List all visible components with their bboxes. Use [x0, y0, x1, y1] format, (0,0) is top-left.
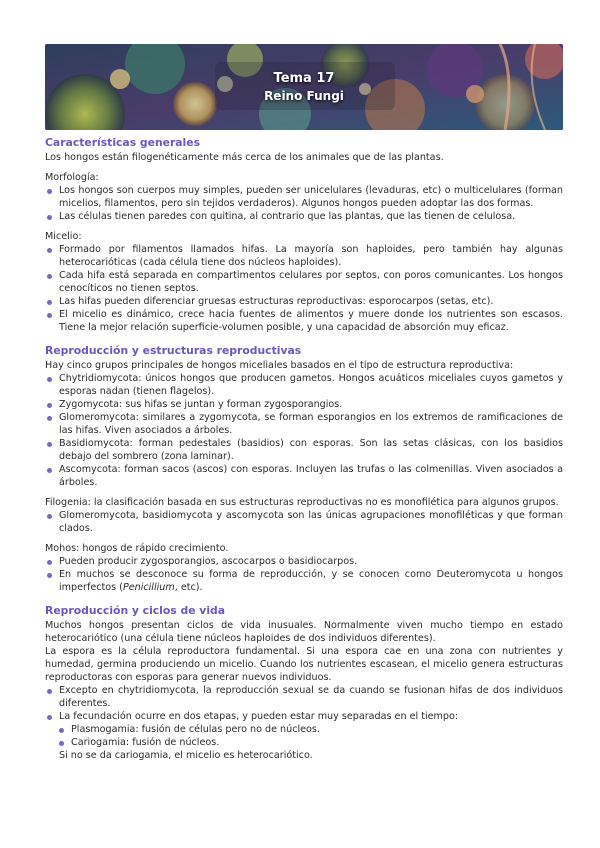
- filogenia-list: [45, 509, 563, 535]
- section-ciclos: [45, 604, 563, 762]
- list-item: Excepto en chytridiomycota, la reproducción sexual se da cuando se fusionan hifas de dos individuos diferentes.: [45, 684, 563, 710]
- paragraph: Los hongos están filogenéticamente más cerca de los animales que de las plantas.: [45, 152, 444, 163]
- species-name: Penicillium: [122, 582, 175, 593]
- list-item: Glomeromycota, basidiomycota y ascomycota son las únicas agrupaciones monofiléticas y que forman clados.: [45, 509, 563, 535]
- list-item: Ascomycota: forman sacos (ascos) con esporas. Incluyen las trufas o las colmenillas. Viven asociados a árboles.: [45, 463, 563, 489]
- page-title: Tema 17: [273, 71, 335, 86]
- list-item: Pueden producir zygosporangios, ascocarpos o basidiocarpos.: [45, 555, 563, 568]
- paragraph: La espora es la célula reproductora fundamental. Si una espora cae en una zona con nutrientes y humedad, germina produciendo un micelio. Cuando los nutrientes escasean, el micelio genera estructuras reproductoras con esporas para generar nuevos individuos.: [45, 646, 563, 683]
- document-body: [45, 136, 563, 772]
- paragraph-filogenia: Filogenia: la clasificación basada en sus estructuras reproductivas no es monofilética para algunos grupos.: [45, 497, 559, 508]
- list-item: [45, 568, 563, 594]
- label-morfologia: Morfología:: [45, 172, 99, 183]
- page-subtitle: Reino Fungi: [264, 89, 344, 103]
- section-heading: Reproducción y ciclos de vida: [45, 604, 226, 617]
- groups-list: [45, 372, 563, 489]
- text-fragment: , etc).: [174, 582, 203, 593]
- section-caracteristicas: [45, 136, 563, 334]
- ciclos-list: [45, 684, 563, 749]
- paragraph: Hay cinco grupos principales de hongos miceliales basados en el tipo de estructura reproductiva:: [45, 360, 514, 371]
- section-reproduccion: [45, 344, 563, 594]
- header-banner: [45, 44, 563, 130]
- list-item: Los hongos son cuerpos muy simples, pueden ser unicelulares (levaduras, etc) o multicelulares (forman micelios, filamentos, pero sin tejidos verdaderos). Algunos hongos pueden adoptar las dos formas.: [45, 184, 563, 210]
- list-item: Chytridiomycota: únicos hongos que producen gametos. Hongos acuáticos miceliales cuyos gametos y esporas nadan (tienen flagelos).: [45, 372, 563, 398]
- section-heading: Reproducción y estructuras reproductivas: [45, 344, 302, 357]
- list-item: Cada hifa está separada en compartimentos celulares por septos, con poros comunicantes. Los hongos cenocíticos no tienen septos.: [45, 269, 563, 295]
- sub-list-item: Plasmogamia: fusión de células pero no de núcleos.: [45, 723, 563, 736]
- list-item: La fecundación ocurre en dos etapas, y pueden estar muy separadas en el tiempo:: [45, 710, 563, 723]
- list-item: El micelio es dinámico, crece hacia fuentes de alimentos y muere donde los nutrientes son escasos. Tiene la mejor relación superficie-volumen posible, y una capacidad de absorción muy eficaz.: [45, 308, 563, 334]
- text-fragment: En muchos se desconoce su forma de reproducción, y se conocen como Deuteromycota u hongos imperfectos (: [59, 569, 563, 593]
- paragraph-closing: Si no se da cariogamia, el micelio es heterocariótico.: [59, 750, 313, 761]
- mohos-list: [45, 555, 563, 594]
- sub-list-item: Cariogamia: fusión de núcleos.: [45, 736, 563, 749]
- micelio-list: [45, 243, 563, 334]
- list-item: Formado por filamentos llamados hifas. La mayoría son haploides, pero también hay algunas heterocarióticas (cada célula tiene dos núcleos haploides).: [45, 243, 563, 269]
- list-item: Glomeromycota: similares a zygomycota, se forman esporangios en los extremos de ramificaciones de las hifas. Viven asociados a árboles.: [45, 411, 563, 437]
- list-item: Las hifas pueden diferenciar gruesas estructuras reproductivas: esporocarpos (setas, etc).: [45, 295, 563, 308]
- list-item: Basidiomycota: forman pedestales (basidios) con esporas. Son las setas clásicas, con los basidios debajo del sombrero (zona laminar).: [45, 437, 563, 463]
- paragraph: Muchos hongos presentan ciclos de vida inusuales. Normalmente viven mucho tiempo en estado heterocariótico (una célula tiene núcleos haploides de dos individuos diferentes).: [45, 620, 563, 644]
- paragraph-mohos: Mohos: hongos de rápido crecimiento.: [45, 543, 229, 554]
- list-item: Las células tienen paredes con quitina, al contrario que las plantas, que las tienen de celulosa.: [45, 210, 563, 223]
- section-heading: Características generales: [45, 136, 201, 149]
- fungi-illustration: [45, 44, 563, 130]
- morfologia-list: [45, 184, 563, 223]
- list-item: Zygomycota: sus hifas se juntan y forman zygosporangios.: [45, 398, 563, 411]
- label-micelio: Micelio:: [45, 231, 82, 242]
